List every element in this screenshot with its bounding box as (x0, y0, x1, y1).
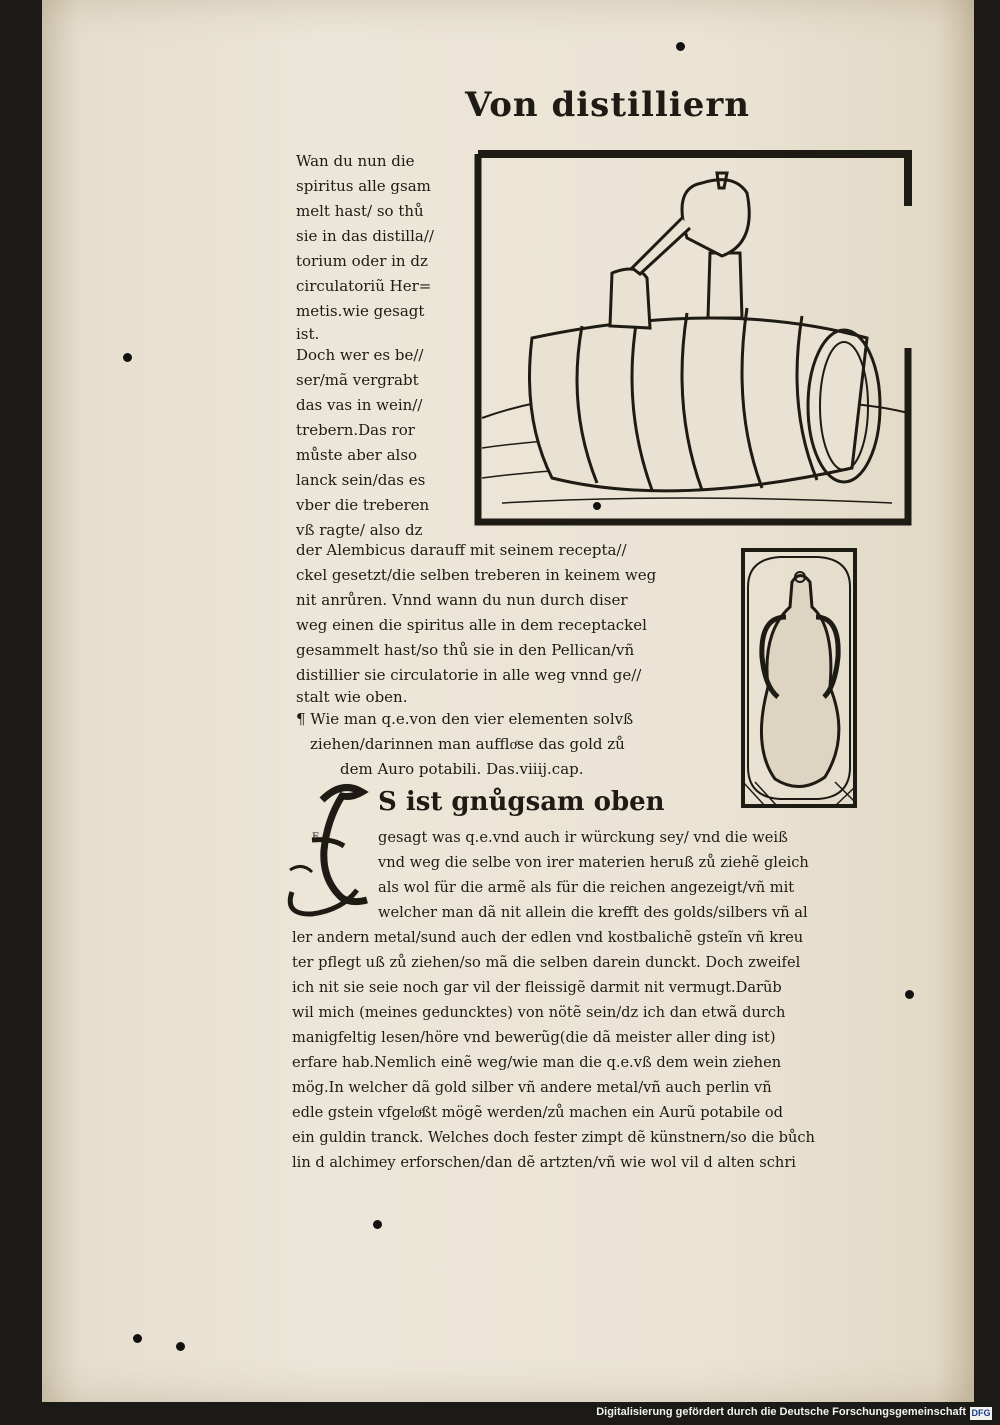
body-line: welcher man dã nit allein die krefft des golds/silbers vñ al (378, 904, 808, 921)
column-line: spiritus alle gsam (296, 177, 431, 195)
punch-hole (176, 1342, 185, 1351)
body-line: als wol für die armẽ als für die reichen angezeigt/vñ mit (378, 879, 795, 896)
footer-bar (0, 1404, 1000, 1425)
text-line: gesammelt hast/so thů sie in den Pellican/vñ (296, 641, 635, 659)
text-line: distillier sie circulatorie in alle weg vnnd ge// (296, 666, 642, 684)
column-line: vber die treberen (296, 496, 430, 514)
column-line: sie in das distilla// (296, 227, 434, 245)
text-line: der Alembicus darauff mit seinem recepta// (296, 541, 627, 559)
body-line: vnd weg die selbe von irer materien heruß zů ziehẽ gleich (378, 854, 809, 871)
punch-hole (373, 1220, 382, 1229)
chapter-heading-line: ¶ Wie man q.e.von den vier elementen solvß (296, 710, 634, 728)
section-heading: S ist gnůgsam oben (378, 787, 665, 817)
barrel-distillation-woodcut (472, 148, 920, 530)
column-line: vß ragte/ also dz (296, 521, 423, 539)
body-line: lin d alchimey erforschen/dan dẽ artzten/vñ wie wol vil d alten schri (292, 1154, 796, 1171)
initial-letter: E (312, 832, 320, 843)
column-line: Wan du nun die (296, 152, 415, 170)
body-line: ter pflegt uß zů ziehen/so mã die selben darein dunckt. Doch zweifel (292, 954, 801, 971)
text-line: ckel gesetzt/die selben treberen in keinem weg (296, 566, 657, 584)
body-line: edle gstein vfgeloͤßt mögẽ werden/zů machen ein Aurũ potabile od (292, 1104, 784, 1121)
body-line: ler andern metal/sund auch der edlen vnd kostbalichẽ gsteĩn vñ kreu (292, 929, 804, 946)
column-line: torium oder in dz (296, 252, 428, 270)
body-line: manigfeltig lesen/höre vnd bewerũg(die dã meister aller ding ist) (292, 1029, 776, 1046)
punch-hole (123, 353, 132, 362)
dfg-logo: DFG (971, 1408, 991, 1418)
column-line: das vas in wein// (296, 396, 423, 414)
punch-hole (133, 1334, 142, 1343)
chapter-heading-line: ziehen/darinnen man auffloͤse das gold zů (310, 735, 625, 753)
text-line: weg einen die spiritus alle in dem receptackel (296, 616, 647, 634)
column-line: metis.wie gesagt (296, 302, 425, 320)
body-line: ein guldin tranck. Welches doch fester zimpt dẽ künstnern/so die bůch (292, 1129, 815, 1146)
text-line: stalt wie oben. (296, 688, 408, 706)
column-line: Doch wer es be// (296, 346, 424, 364)
body-line: erfare hab.Nemlich einẽ weg/wie man die q.e.vß dem wein ziehen (292, 1054, 782, 1071)
funding-credit: Digitalisierung gefördert durch die Deutsche Forschungsgemeinschaft (596, 1406, 966, 1418)
column-line: můste aber also (296, 446, 418, 464)
page-title: Von distilliern (465, 85, 750, 125)
column-line: ser/mã vergrabt (296, 371, 419, 389)
body-line: ich nit sie seie noch gar vil der fleissigẽ darmit nit vermugt.Darũb (292, 979, 782, 996)
punch-hole (905, 990, 914, 999)
body-line: wil mich (meines geduncktes) von nötẽ sein/dz ich dan etwã durch (292, 1004, 786, 1021)
body-line: mög.In welcher dã gold silber vñ andere metal/vñ auch perlin vñ (292, 1079, 772, 1096)
punch-hole (676, 42, 685, 51)
column-line: circulatoriũ Her= (296, 277, 432, 295)
decorated-initial-E (282, 780, 374, 920)
text-line: nit anrůren. Vnnd wann du nun durch diser (296, 591, 628, 609)
column-line: melt hast/ so thů (296, 202, 424, 220)
chapter-heading-line: dem Auro potabili. Das.viiij.cap. (340, 760, 584, 778)
column-line: lanck sein/das es (296, 471, 426, 489)
pelican-vessel-woodcut (740, 547, 858, 809)
column-line: ist. (296, 325, 320, 343)
column-line: trebern.Das ror (296, 421, 415, 439)
body-line: gesagt was q.e.vnd auch ir würckung sey/ vnd die weiß (378, 829, 788, 846)
